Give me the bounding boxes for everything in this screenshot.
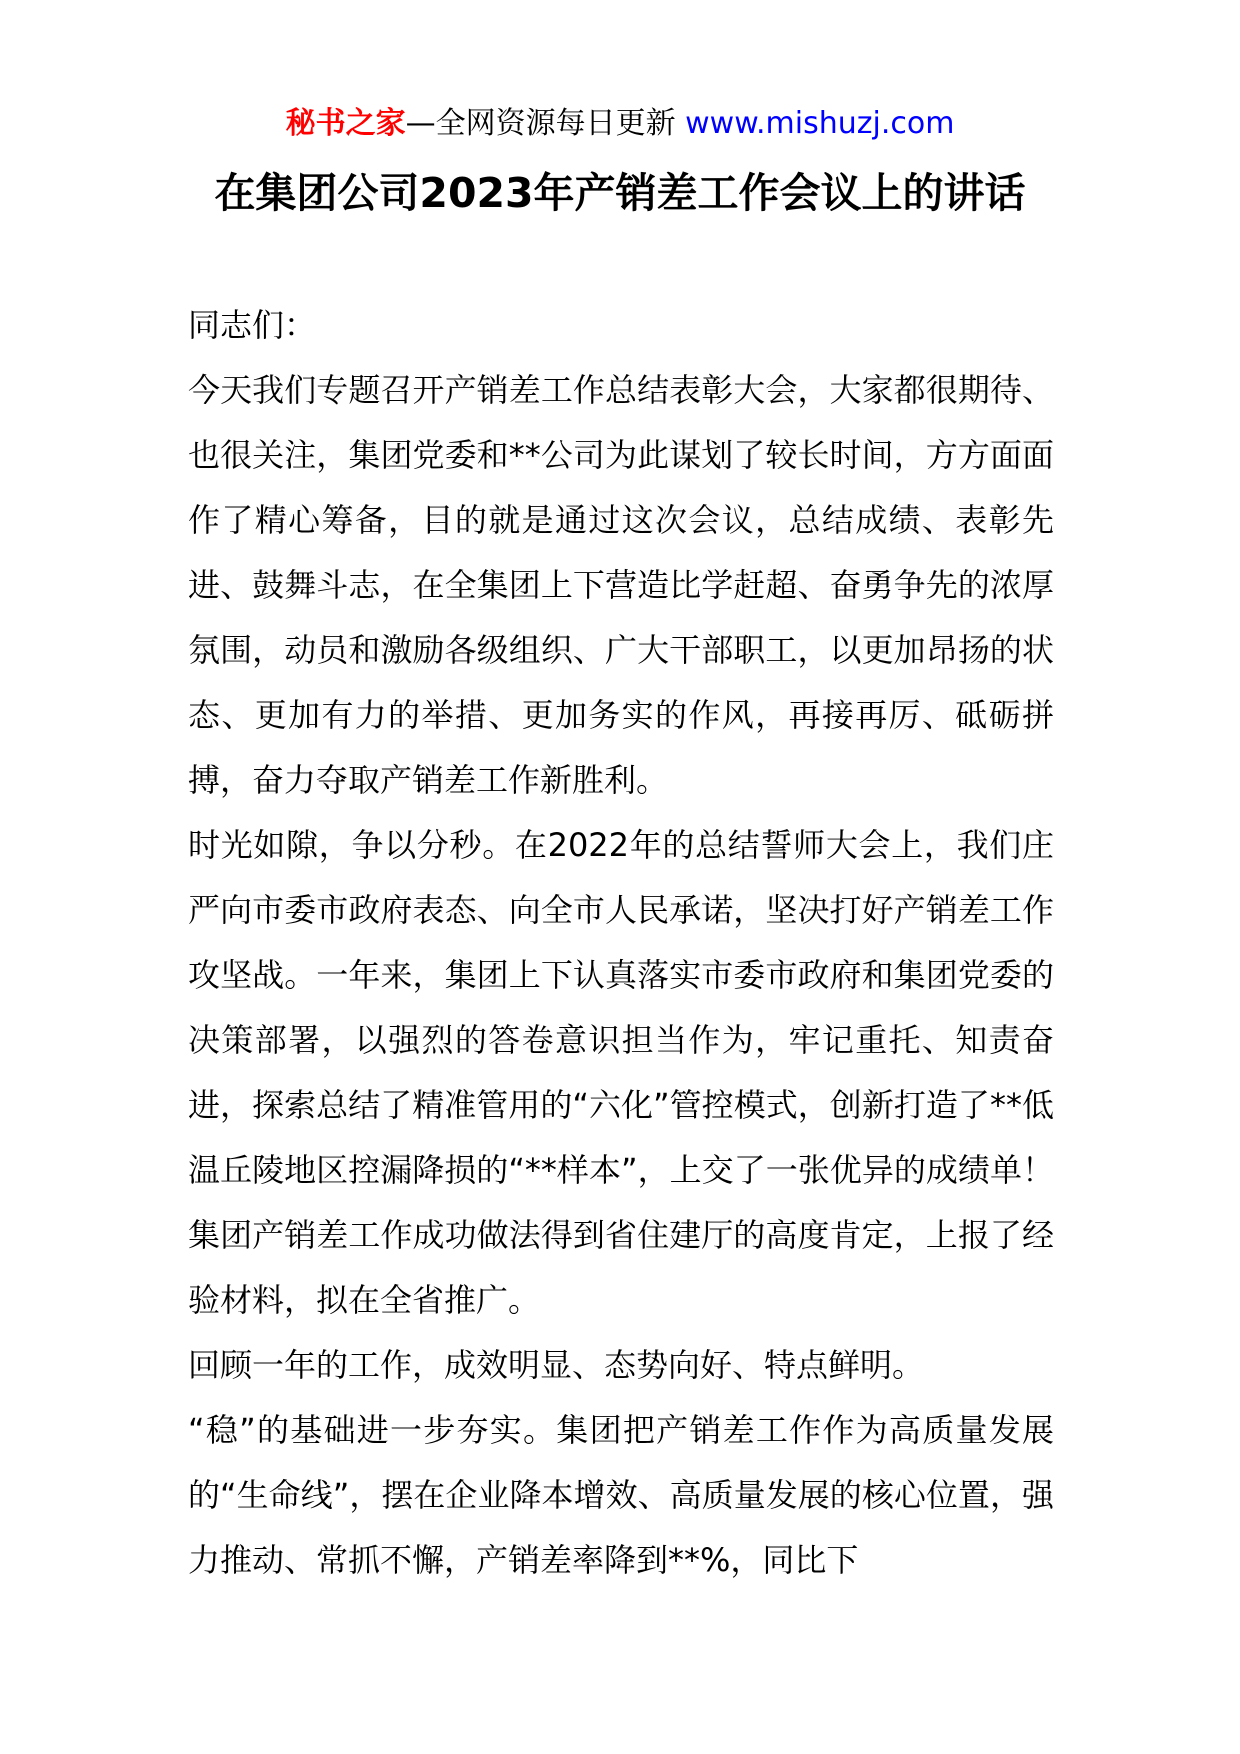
- document-title: 在集团公司2023年产销差工作会议上的讲话: [214, 169, 1026, 217]
- site-header: [0, 104, 1240, 144]
- header-tagline: —全网资源每日更新: [405, 106, 686, 141]
- document-body: [188, 293, 1054, 1593]
- paragraph: 时光如隙，争以分秒。在2022年的总结誓师大会上，我们庄严向市委市政府表态、向全市人民承诺，坚决打好产销差工作攻坚战。一年来，集团上下认真落实市委市政府和集团党委的决策部署，以强烈的答卷意识担当作为，牢记重托、知责奋进，探索总结了精准管用的“六化”管控模式，创新打造了**低温丘陵地区控漏降损的“**样本”，上交了一张优异的成绩单！集团产销差工作成功做法得到省住建厅的高度肯定，上报了经验材料，拟在全省推广。: [188, 826, 1054, 1319]
- brand-name: 秘书之家: [285, 106, 406, 141]
- paragraph: “稳”的基础进一步夯实。集团把产销差工作作为高质量发展的“生命线”，摆在企业降本增效、高质量发展的核心位置，强力推动、常抓不懈，产销差率降到**%，同比下: [188, 1411, 1054, 1579]
- paragraph: 回顾一年的工作，成效明显、态势向好、特点鲜明。: [188, 1346, 925, 1384]
- site-url: www.mishuzj.com: [685, 106, 955, 141]
- salutation: 同志们：: [188, 306, 317, 344]
- paragraph: 今天我们专题召开产销差工作总结表彰大会，大家都很期待、也很关注，集团党委和**公司为此谋划了较长时间，方方面面作了精心筹备，目的就是通过这次会议，总结成绩、表彰先进、鼓舞斗志，在全集团上下营造比学赶超、奋勇争先的浓厚氛围，动员和激励各级组织、广大干部职工，以更加昂扬的状态、更加有力的举措、更加务实的作风，再接再厉、砥砺拼搏，奋力夺取产销差工作新胜利。: [188, 371, 1054, 799]
